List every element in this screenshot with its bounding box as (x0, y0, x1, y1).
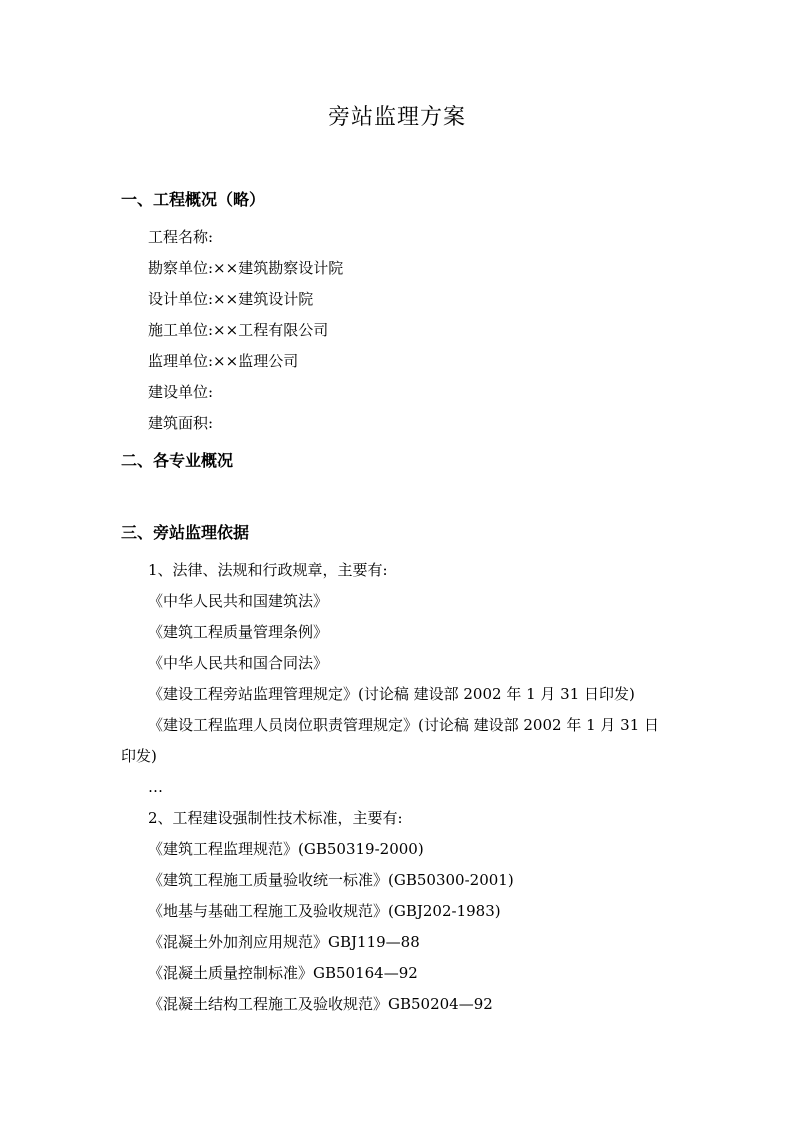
standard-item: 《建筑工程施工质量验收统一标准》(GB50300-2001) (148, 871, 514, 889)
ellipsis-line: … (148, 778, 163, 796)
law-item: 《中华人民共和国合同法》 (148, 654, 329, 672)
standard-item: 《建筑工程监理规范》(GB50319-2000) (148, 840, 424, 858)
survey-unit-line: 勘察单位:××建筑勘察设计院 (148, 259, 344, 277)
standard-item: 《混凝土结构工程施工及验收规范》GB50204—92 (148, 995, 493, 1013)
law-item: 《建设工程监理人员岗位职责管理规定》(讨论稿 建设部 2002 年 1 月 31 日 (148, 716, 660, 734)
design-unit-line: 设计单位:××建筑设计院 (148, 290, 314, 308)
law-item-continuation: 印发) (121, 747, 157, 765)
project-name-line: 工程名称: (148, 228, 214, 246)
section-heading-disciplines: 二、各专业概况 (121, 451, 234, 470)
construction-unit-line: 施工单位:××工程有限公司 (148, 321, 329, 339)
law-item: 《中华人民共和国建筑法》 (148, 592, 329, 610)
document-title: 旁站监理方案 (327, 105, 466, 130)
law-item: 《建设工程旁站监理管理规定》(讨论稿 建设部 2002 年 1 月 31 日印发) (148, 685, 635, 703)
standard-item: 《混凝土外加剂应用规范》GBJ119—88 (148, 933, 420, 951)
section-heading-basis: 三、旁站监理依据 (121, 523, 250, 542)
law-item: 《建筑工程质量管理条例》 (148, 623, 329, 641)
section-heading-overview: 一、工程概况（略） (121, 190, 266, 209)
standard-item: 《地基与基础工程施工及验收规范》(GBJ202-1983) (148, 902, 501, 920)
supervision-unit-line: 监理单位:××监理公司 (148, 352, 299, 370)
building-area-line: 建筑面积: (148, 414, 214, 432)
laws-intro-line: 1、法律、法规和行政规章，主要有: (148, 561, 388, 579)
standards-intro-line: 2、工程建设强制性技术标准，主要有: (148, 809, 403, 827)
standard-item: 《混凝土质量控制标准》GB50164—92 (148, 964, 418, 982)
owner-unit-line: 建设单位: (148, 383, 214, 401)
